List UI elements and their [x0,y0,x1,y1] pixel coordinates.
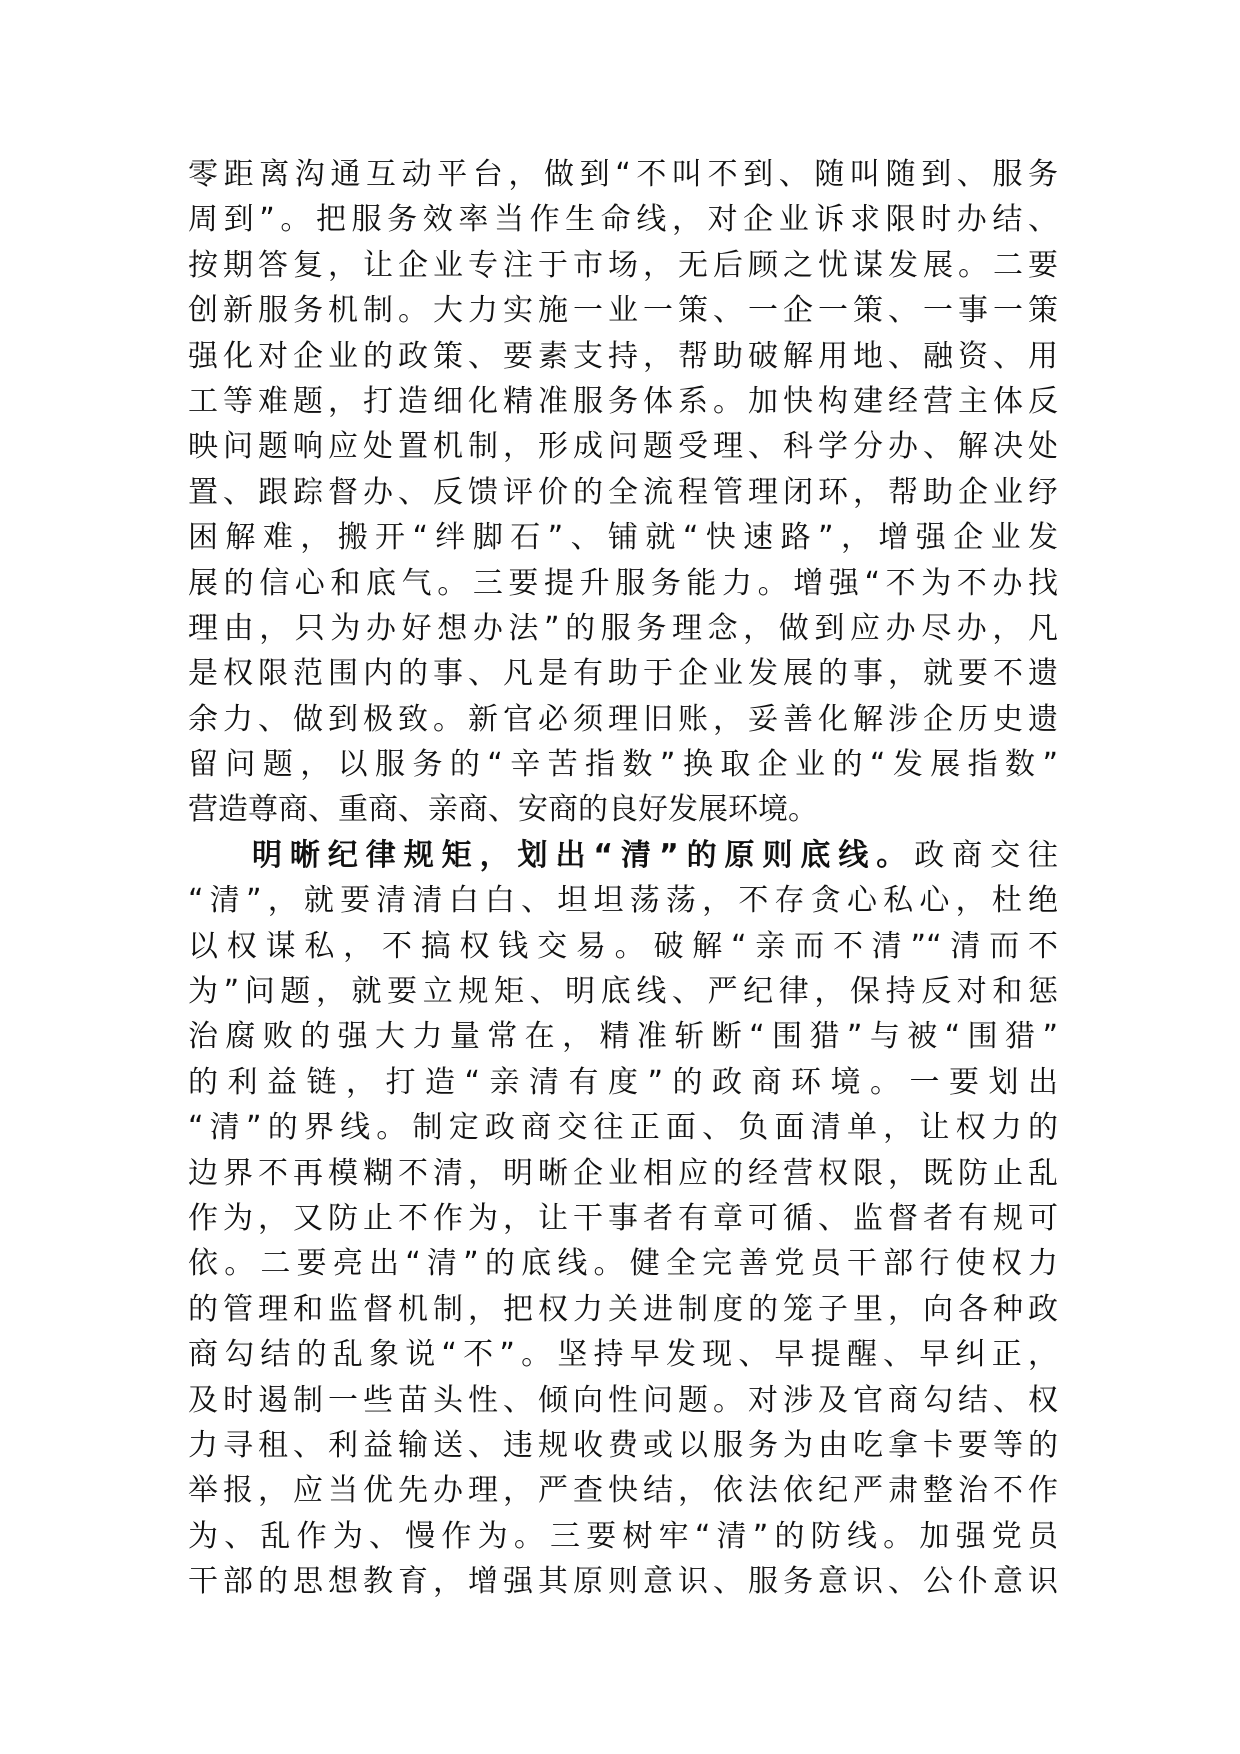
text-line: 依。二要亮出“清”的底线。健全完善党员干部行使权力 [188,1246,1058,1282]
text-line: 创新服务机制。大力实施一业一策、一企一策、一事一策 [188,293,1058,329]
text-line: 的管理和监督机制，把权力关进制度的笼子里，向各种政 [188,1291,1058,1327]
text-line: 理由，只为办好想办法”的服务理念，做到应办尽办，凡 [188,610,1058,646]
text-line: “清”，就要清清白白、坦坦荡荡，不存贪心私心，杜绝 [188,883,1058,919]
text-line: 强化对企业的政策、要素支持，帮助破解用地、融资、用 [188,338,1058,374]
text-line: 置、跟踪督办、反馈评价的全流程管理闭环，帮助企业纾 [188,474,1058,510]
text-line: 困解难，搬开“绊脚石”、铺就“快速路”，增强企业发 [188,520,1058,556]
text-line: 余力、做到极致。新官必须理旧账，妥善化解涉企历史遗 [188,701,1058,737]
text-line: 营造尊商、重商、亲商、安商的良好发展环境。 [188,792,818,828]
text-line: 以权谋私，不搞权钱交易。破解“亲而不清”“清而不 [188,928,1058,964]
text-line: 映问题响应处置机制，形成问题受理、科学分办、解决处 [188,429,1058,465]
heading-continuation: 政商交往 [914,837,1058,873]
text-line: 为、乱作为、慢作为。三要树牢“清”的防线。加强党员 [188,1518,1058,1554]
text-line: 举报，应当优先办理，严查快结，依法依纪严肃整治不作 [188,1473,1058,1509]
text-line: 作为，又防止不作为，让干事者有章可循、监督者有规可 [188,1200,1058,1236]
text-line: 按期答复，让企业专注于市场，无后顾之忧谋发展。二要 [188,247,1058,283]
paragraph-first-line [188,833,1058,878]
text-line: 周到”。把服务效率当作生命线，对企业诉求限时办结、 [188,202,1058,238]
text-line: 留问题，以服务的“辛苦指数”换取企业的“发展指数” [188,747,1058,783]
text-line: 力寻租、利益输送、违规收费或以服务为由吃拿卡要等的 [188,1427,1058,1463]
text-line: 是权限范围内的事、凡是有助于企业发展的事，就要不遗 [188,656,1058,692]
text-line: “清”的界线。制定政商交往正面、负面清单，让权力的 [188,1110,1058,1146]
paragraph-discipline [188,833,1058,1605]
paragraph-service [188,152,1058,833]
text-line: 工等难题，打造细化精准服务体系。加快构建经营主体反 [188,383,1058,419]
text-line: 干部的思想教育，增强其原则意识、服务意识、公仆意识 [188,1564,1058,1600]
text-line: 展的信心和底气。三要提升服务能力。增强“不为不办找 [188,565,1058,601]
document-body [188,152,1058,1605]
text-line: 治腐败的强大力量常在，精准斩断“围猎”与被“围猎” [188,1019,1058,1055]
text-line: 的利益链，打造“亲清有度”的政商环境。一要划出 [188,1064,1058,1100]
text-line: 为”问题，就要立规矩、明底线、严纪律，保持反对和惩 [188,974,1058,1010]
text-line: 零距离沟通互动平台，做到“不叫不到、随叫随到、服务 [188,157,1058,192]
text-line: 边界不再模糊不清，明晰企业相应的经营权限，既防止乱 [188,1155,1058,1191]
text-line: 商勾结的乱象说“不”。坚持早发现、早提醒、早纠正， [188,1337,1058,1373]
text-line: 及时遏制一些苗头性、倾向性问题。对涉及官商勾结、权 [188,1382,1058,1418]
section-heading: 明晰纪律规矩，划出“清”的原则底线。 [252,837,915,873]
